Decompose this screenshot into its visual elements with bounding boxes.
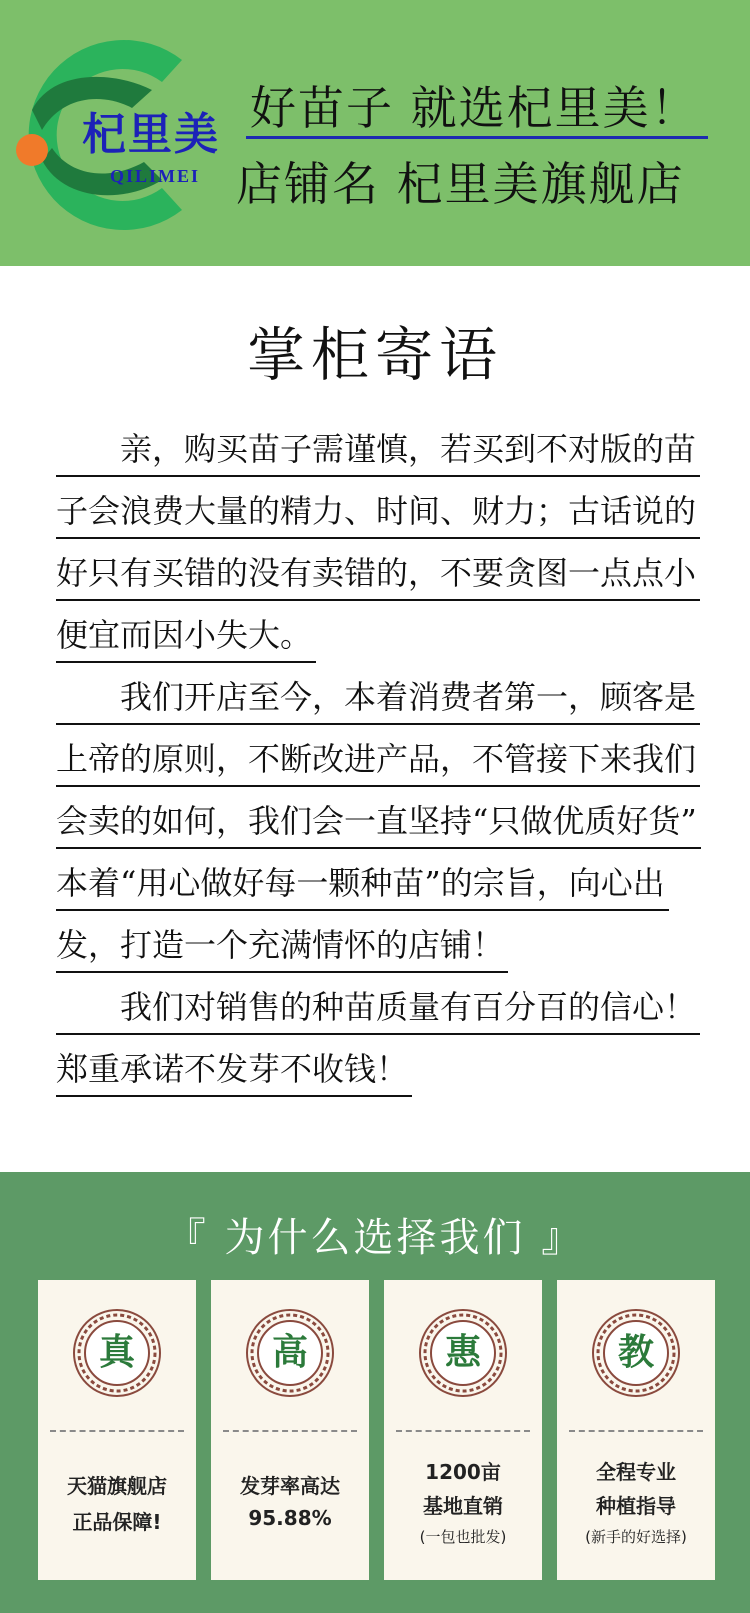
seal-character: 高 xyxy=(271,1332,308,1373)
letter-line: 郑重承诺不发芽不收钱！ xyxy=(56,1038,726,1100)
letter-line: 好只有买错的没有卖错的，不要贪图一点点小 xyxy=(56,542,726,604)
letter-line: 子会浪费大量的精力、时间、财力；古话说的 xyxy=(56,480,726,542)
letter-paragraph-1 xyxy=(56,418,726,666)
dashed-divider xyxy=(50,1430,184,1432)
card-note: (一包也批发) xyxy=(419,1528,507,1546)
header-divider xyxy=(246,136,708,139)
card-line: 天猫旗舰店 xyxy=(67,1474,167,1498)
letter-line: 便宜而因小失大。 xyxy=(56,604,726,666)
card-line: 发芽率高达 xyxy=(240,1474,340,1498)
letter-line: 亲，购买苗子需谨慎，若买到不对版的苗 xyxy=(56,418,726,480)
slogan: 好苗子 就选杞里美！ xyxy=(250,81,699,135)
seal-character: 惠 xyxy=(444,1332,481,1373)
letter-line: 上帝的原则，不断改进产品，不管接下来我们 xyxy=(56,728,726,790)
card-line: 种植指导 xyxy=(596,1494,676,1518)
letter-line: 我们对销售的种苗质量有百分百的信心！ xyxy=(56,976,726,1038)
feature-card-guidance xyxy=(557,1280,715,1580)
card-note: (新手的好选择) xyxy=(585,1528,687,1546)
letter-paragraph-3 xyxy=(56,976,726,1100)
brand-name-en: QILIMEI xyxy=(110,166,201,186)
letter-line: 发，打造一个充满情怀的店铺！ xyxy=(56,914,726,976)
header-banner xyxy=(0,0,750,266)
dashed-divider xyxy=(223,1430,357,1432)
feature-card-direct-sale xyxy=(384,1280,542,1580)
shop-name: 店铺名 杞里美旗舰店 xyxy=(236,157,685,211)
card-line: 基地直销 xyxy=(423,1494,503,1518)
dashed-divider xyxy=(396,1430,530,1432)
feature-card-genuine xyxy=(38,1280,196,1580)
card-line: 正品保障! xyxy=(72,1510,162,1534)
why-title: 『 为什么选择我们 』 xyxy=(165,1215,585,1261)
letter-line: 会卖的如何，我们会一直坚持“只做优质好货” xyxy=(56,790,726,852)
seal-character: 教 xyxy=(617,1332,654,1373)
card-line: 1200亩 xyxy=(425,1460,501,1484)
brand-name-cn: 杞里美 xyxy=(82,109,220,160)
why-choose-us-section xyxy=(0,1172,750,1613)
card-line: 全程专业 xyxy=(596,1460,676,1484)
letter-line: 我们开店至今，本着消费者第一，顾客是 xyxy=(56,666,726,728)
letter-paragraph-2 xyxy=(56,666,726,976)
feature-card-germination xyxy=(211,1280,369,1580)
letter-line: 本着“用心做好每一颗种苗”的宗旨，向心出 xyxy=(56,852,726,914)
dashed-divider xyxy=(569,1430,703,1432)
card-line: 95.88% xyxy=(248,1506,332,1530)
seal-character: 真 xyxy=(98,1332,135,1373)
letter-title: 掌柜寄语 xyxy=(246,321,503,389)
